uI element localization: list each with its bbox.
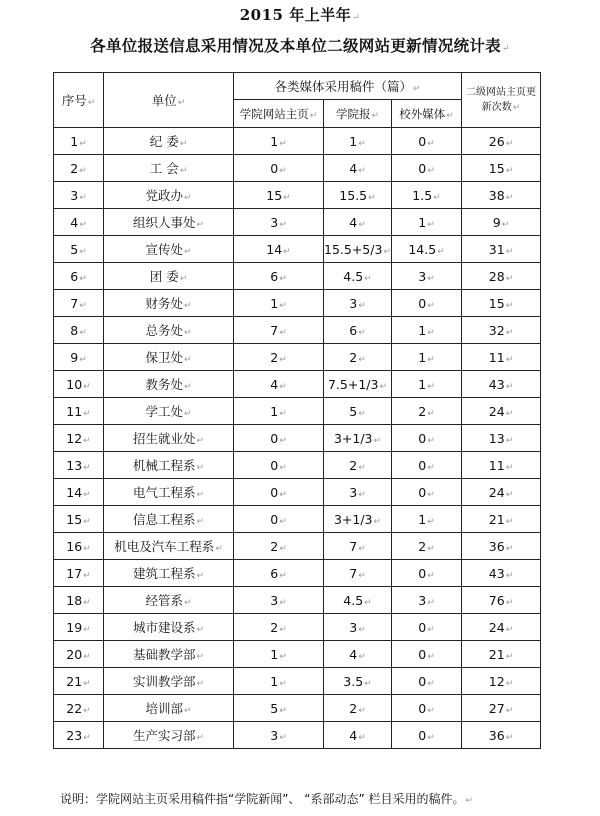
cell-updates: 12↵ [462, 668, 541, 695]
cell-external: 0↵ [392, 290, 462, 317]
table-row [54, 317, 541, 344]
cell-updates: 27↵ [462, 695, 541, 722]
cell-external: 2↵ [392, 533, 462, 560]
cell-unit: 基础教学部↵ [104, 641, 234, 668]
cell-homepage: 2↵ [234, 344, 324, 371]
cell-homepage: 0↵ [234, 479, 324, 506]
cell-unit: 机械工程系↵ [104, 452, 234, 479]
cell-newspaper: 2↵ [324, 452, 392, 479]
cell-newspaper: 3.5↵ [324, 668, 392, 695]
cell-seq: 20↵ [54, 641, 104, 668]
table-row [54, 614, 541, 641]
cell-newspaper: 6↵ [324, 317, 392, 344]
cell-unit: 电气工程系↵ [104, 479, 234, 506]
cell-unit: 工 会↵ [104, 155, 234, 182]
cell-external: 1↵ [392, 506, 462, 533]
cell-updates: 24↵ [462, 614, 541, 641]
cell-newspaper: 4↵ [324, 722, 392, 749]
cell-unit: 团 委↵ [104, 263, 234, 290]
table-row [54, 452, 541, 479]
cell-newspaper: 3+1/3↵ [324, 425, 392, 452]
cell-newspaper: 15.5+5/3↵ [324, 236, 392, 263]
cell-homepage: 6↵ [234, 263, 324, 290]
cell-homepage: 1↵ [234, 641, 324, 668]
cell-updates: 38↵ [462, 182, 541, 209]
table-row [54, 425, 541, 452]
table-row [54, 236, 541, 263]
cell-seq: 23↵ [54, 722, 104, 749]
cell-seq: 15↵ [54, 506, 104, 533]
cell-newspaper: 4↵ [324, 641, 392, 668]
cell-seq: 2↵ [54, 155, 104, 182]
cell-external: 1↵ [392, 371, 462, 398]
cell-seq: 11↵ [54, 398, 104, 425]
cell-seq: 13↵ [54, 452, 104, 479]
header-updates: 二级网站主页更新次数↵ [462, 73, 541, 128]
cell-updates: 43↵ [462, 560, 541, 587]
cell-seq: 10↵ [54, 371, 104, 398]
table-row [54, 695, 541, 722]
cell-newspaper: 15.5↵ [324, 182, 392, 209]
cell-unit: 建筑工程系↵ [104, 560, 234, 587]
cell-unit: 经管系↵ [104, 587, 234, 614]
page-title: 各单位报送信息采用情况及本单位二级网站更新情况统计表↵ [90, 36, 510, 55]
cell-external: 1↵ [392, 317, 462, 344]
statistics-table [53, 72, 541, 749]
cell-unit: 总务处↵ [104, 317, 234, 344]
table-row [54, 587, 541, 614]
cell-homepage: 2↵ [234, 533, 324, 560]
cell-newspaper: 2↵ [324, 344, 392, 371]
cell-external: 0↵ [392, 155, 462, 182]
cell-unit: 培训部↵ [104, 695, 234, 722]
footnote: 说明：学院网站主页采用稿件指“学院新闻”、 “系部动态” 栏目采用的稿件。↵ [60, 792, 474, 806]
cell-seq: 12↵ [54, 425, 104, 452]
cell-external: 0↵ [392, 695, 462, 722]
cell-newspaper: 4.5↵ [324, 587, 392, 614]
cell-homepage: 14↵ [234, 236, 324, 263]
cell-external: 0↵ [392, 452, 462, 479]
table-row [54, 560, 541, 587]
table-row [54, 722, 541, 749]
cell-homepage: 3↵ [234, 587, 324, 614]
cell-external: 1.5↵ [392, 182, 462, 209]
cell-seq: 22↵ [54, 695, 104, 722]
cell-seq: 17↵ [54, 560, 104, 587]
cell-unit: 城市建设系↵ [104, 614, 234, 641]
cell-seq: 14↵ [54, 479, 104, 506]
cell-updates: 21↵ [462, 506, 541, 533]
cell-external: 0↵ [392, 128, 462, 155]
cell-seq: 19↵ [54, 614, 104, 641]
cell-external: 3↵ [392, 587, 462, 614]
cell-unit: 招生就业处↵ [104, 425, 234, 452]
table-row [54, 290, 541, 317]
cell-external: 14.5↵ [392, 236, 462, 263]
cell-unit: 组织人事处↵ [104, 209, 234, 236]
table-body [54, 128, 541, 749]
cell-updates: 36↵ [462, 722, 541, 749]
cell-updates: 32↵ [462, 317, 541, 344]
table-row [54, 371, 541, 398]
cell-newspaper: 4↵ [324, 209, 392, 236]
cell-seq: 21↵ [54, 668, 104, 695]
cell-newspaper: 3↵ [324, 479, 392, 506]
cell-newspaper: 7↵ [324, 533, 392, 560]
cell-unit: 宣传处↵ [104, 236, 234, 263]
cell-homepage: 1↵ [234, 290, 324, 317]
cell-updates: 31↵ [462, 236, 541, 263]
cell-seq: 1↵ [54, 128, 104, 155]
header-homepage: 学院网站主页↵ [234, 100, 324, 128]
cell-homepage: 0↵ [234, 506, 324, 533]
title-year: 2015 年上半年↵ [239, 6, 361, 24]
cell-external: 1↵ [392, 344, 462, 371]
cell-updates: 28↵ [462, 263, 541, 290]
cell-updates: 9↵ [462, 209, 541, 236]
cell-updates: 26↵ [462, 128, 541, 155]
cell-seq: 6↵ [54, 263, 104, 290]
table-row [54, 641, 541, 668]
table-row [54, 128, 541, 155]
table-row [54, 533, 541, 560]
cell-updates: 21↵ [462, 641, 541, 668]
cell-unit: 学工处↵ [104, 398, 234, 425]
header-media-group: 各类媒体采用稿件（篇）↵ [234, 73, 462, 100]
cell-unit: 纪 委↵ [104, 128, 234, 155]
cell-homepage: 0↵ [234, 452, 324, 479]
cell-updates: 15↵ [462, 290, 541, 317]
cell-newspaper: 3↵ [324, 614, 392, 641]
cell-newspaper: 4↵ [324, 155, 392, 182]
cell-homepage: 7↵ [234, 317, 324, 344]
cell-updates: 13↵ [462, 425, 541, 452]
table-row [54, 479, 541, 506]
table-row [54, 182, 541, 209]
cell-unit: 生产实习部↵ [104, 722, 234, 749]
cell-external: 3↵ [392, 263, 462, 290]
cell-unit: 教务处↵ [104, 371, 234, 398]
cell-newspaper: 3↵ [324, 290, 392, 317]
cell-updates: 11↵ [462, 344, 541, 371]
table-row [54, 155, 541, 182]
table-row [54, 263, 541, 290]
cell-homepage: 2↵ [234, 614, 324, 641]
cell-updates: 36↵ [462, 533, 541, 560]
cell-updates: 24↵ [462, 479, 541, 506]
cell-homepage: 3↵ [234, 722, 324, 749]
cell-updates: 11↵ [462, 452, 541, 479]
cell-seq: 5↵ [54, 236, 104, 263]
cell-homepage: 1↵ [234, 128, 324, 155]
cell-homepage: 4↵ [234, 371, 324, 398]
cell-homepage: 0↵ [234, 425, 324, 452]
cell-homepage: 0↵ [234, 155, 324, 182]
cell-external: 2↵ [392, 398, 462, 425]
cell-unit: 财务处↵ [104, 290, 234, 317]
cell-homepage: 1↵ [234, 398, 324, 425]
cell-newspaper: 5↵ [324, 398, 392, 425]
header-unit: 单位↵ [104, 73, 234, 128]
cell-external: 0↵ [392, 641, 462, 668]
cell-homepage: 1↵ [234, 668, 324, 695]
cell-seq: 18↵ [54, 587, 104, 614]
cell-unit: 机电及汽车工程系↵ [104, 533, 234, 560]
cell-updates: 76↵ [462, 587, 541, 614]
cell-external: 0↵ [392, 479, 462, 506]
header-newspaper: 学院报↵ [324, 100, 392, 128]
header-external: 校外媒体↵ [392, 100, 462, 128]
cell-external: 0↵ [392, 722, 462, 749]
cell-homepage: 3↵ [234, 209, 324, 236]
cell-newspaper: 7.5+1/3↵ [324, 371, 392, 398]
cell-unit: 实训教学部↵ [104, 668, 234, 695]
cell-external: 1↵ [392, 209, 462, 236]
cell-external: 0↵ [392, 560, 462, 587]
table-row [54, 668, 541, 695]
table-row [54, 398, 541, 425]
cell-external: 0↵ [392, 425, 462, 452]
cell-external: 0↵ [392, 668, 462, 695]
header-seq: 序号↵ [54, 73, 104, 128]
cell-unit: 保卫处↵ [104, 344, 234, 371]
cell-homepage: 6↵ [234, 560, 324, 587]
cell-updates: 15↵ [462, 155, 541, 182]
cell-updates: 43↵ [462, 371, 541, 398]
cell-unit: 信息工程系↵ [104, 506, 234, 533]
table-row [54, 344, 541, 371]
cell-updates: 24↵ [462, 398, 541, 425]
cell-seq: 9↵ [54, 344, 104, 371]
cell-newspaper: 4.5↵ [324, 263, 392, 290]
cell-seq: 3↵ [54, 182, 104, 209]
cell-newspaper: 7↵ [324, 560, 392, 587]
cell-seq: 4↵ [54, 209, 104, 236]
table-row [54, 209, 541, 236]
cell-external: 0↵ [392, 614, 462, 641]
cell-homepage: 15↵ [234, 182, 324, 209]
cell-newspaper: 2↵ [324, 695, 392, 722]
cell-homepage: 5↵ [234, 695, 324, 722]
cell-newspaper: 3+1/3↵ [324, 506, 392, 533]
cell-seq: 16↵ [54, 533, 104, 560]
cell-seq: 7↵ [54, 290, 104, 317]
table-row [54, 506, 541, 533]
cell-unit: 党政办↵ [104, 182, 234, 209]
header-row-1 [54, 73, 541, 100]
cell-seq: 8↵ [54, 317, 104, 344]
cell-newspaper: 1↵ [324, 128, 392, 155]
